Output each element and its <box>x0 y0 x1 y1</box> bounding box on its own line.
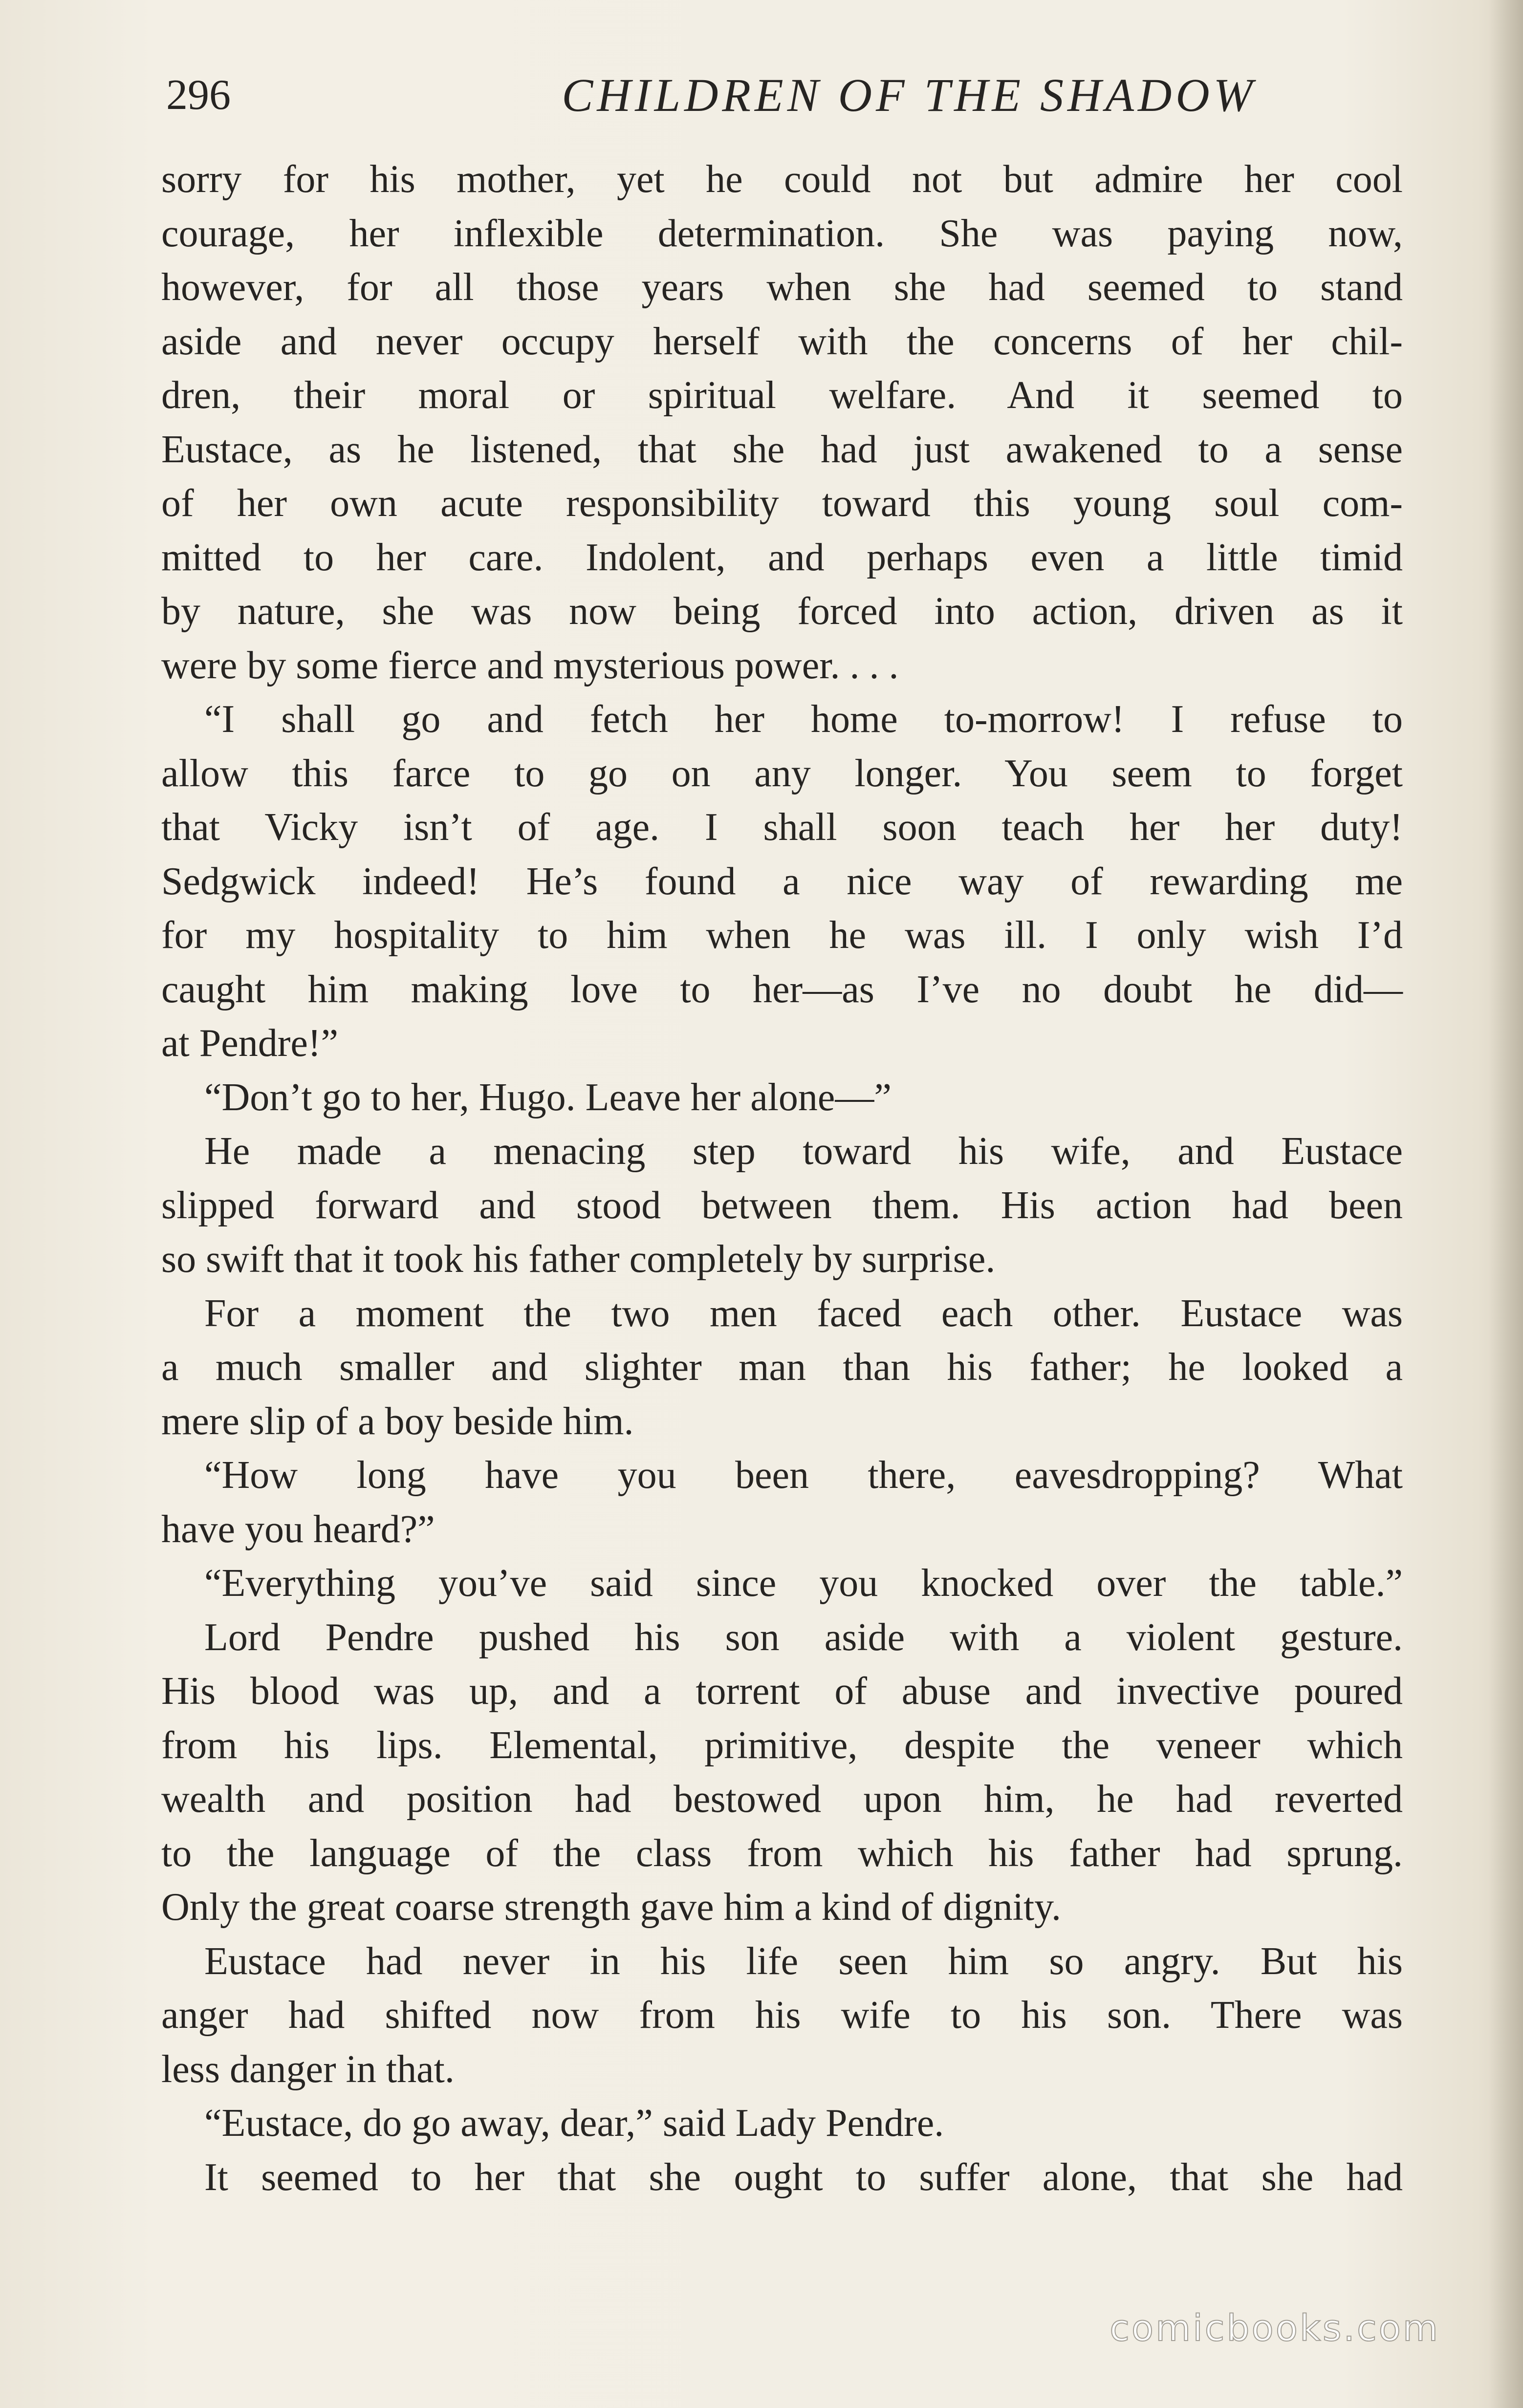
text-line: sorry for his mother, yet he could not but admire her cool <box>161 158 1403 201</box>
text-line: Eustace had never in his life seen him so angry. But his <box>204 1939 1403 1983</box>
text-line: so swift that it took his father completely by surprise. <box>161 1238 996 1281</box>
watermark: comicbooks.com <box>1110 2307 1440 2349</box>
text-line: of her own acute responsibility toward this young soul com- <box>161 482 1403 525</box>
running-title: CHILDREN OF THE SHADOW <box>562 69 1257 121</box>
text-line: by nature, she was now being forced into action, driven as it <box>161 590 1403 633</box>
text-line: “Eustace, do go away, dear,” said Lady Pendre. <box>204 2102 944 2145</box>
text-line: He made a menacing step toward his wife, and Eustace <box>204 1130 1403 1173</box>
page-edge-shadow <box>1489 0 1523 2408</box>
text-line: allow this farce to go on any longer. You seem to forget <box>161 752 1403 795</box>
text-line: to the language of the class from which his father had sprung. <box>161 1831 1403 1875</box>
text-line: at Pendre!” <box>161 1022 339 1065</box>
text-line: Lord Pendre pushed his son aside with a violent gesture. <box>204 1615 1403 1659</box>
page-number: 296 <box>166 71 231 119</box>
text-line: dren, their moral or spiritual welfare. And it seemed to <box>161 374 1403 417</box>
text-line: less danger in that. <box>161 2047 455 2091</box>
text-line: from his lips. Elemental, primitive, despite the veneer which <box>161 1723 1403 1767</box>
text-line: “I shall go and fetch her home to-morrow! I refuse to <box>204 698 1403 741</box>
text-line: It seemed to her that she ought to suffer alone, that she had <box>204 2155 1403 2199</box>
body-text <box>161 152 1403 2204</box>
text-line: “Everything you’ve said since you knocked over the table.” <box>204 1562 1403 1605</box>
text-line: “How long have you been there, eavesdropping? What <box>204 1454 1403 1497</box>
text-line: were by some fierce and mysterious power. . . . <box>161 644 899 687</box>
text-line: caught him making love to her—as I’ve no doubt he did— <box>161 968 1403 1011</box>
text-line: courage, her inflexible determination. She was paying now, <box>161 212 1403 255</box>
text-line: however, for all those years when she had seemed to stand <box>161 266 1403 309</box>
text-line: that Vicky isn’t of age. I shall soon teach her her duty! <box>161 806 1403 849</box>
text-line: anger had shifted now from his wife to his son. There was <box>161 1994 1403 2037</box>
text-line: have you heard?” <box>161 1507 435 1551</box>
text-line: slipped forward and stood between them. His action had been <box>161 1183 1403 1227</box>
text-line: for my hospitality to him when he was ill. I only wish I’d <box>161 914 1403 957</box>
text-line: wealth and position had bestowed upon him, he had reverted <box>161 1778 1403 1821</box>
text-line: mitted to her care. Indolent, and perhaps even a little timid <box>161 536 1403 579</box>
text-line: Only the great coarse strength gave him a kind of dignity. <box>161 1886 1061 1929</box>
text-line: Sedgwick indeed! He’s found a nice way of rewarding me <box>161 860 1403 903</box>
page-header <box>166 64 1408 127</box>
text-line: a much smaller and slighter man than his father; he looked a <box>161 1346 1403 1389</box>
text-line: His blood was up, and a torrent of abuse and invective poured <box>161 1670 1403 1713</box>
text-line: Eustace, as he listened, that she had just awakened to a sense <box>161 428 1403 471</box>
text-line: For a moment the two men faced each other. Eustace was <box>204 1291 1403 1335</box>
text-line: mere slip of a boy beside him. <box>161 1399 634 1443</box>
text-line: “Don’t go to her, Hugo. Leave her alone—” <box>204 1075 892 1119</box>
text-line: aside and never occupy herself with the concerns of her chil- <box>161 320 1403 363</box>
